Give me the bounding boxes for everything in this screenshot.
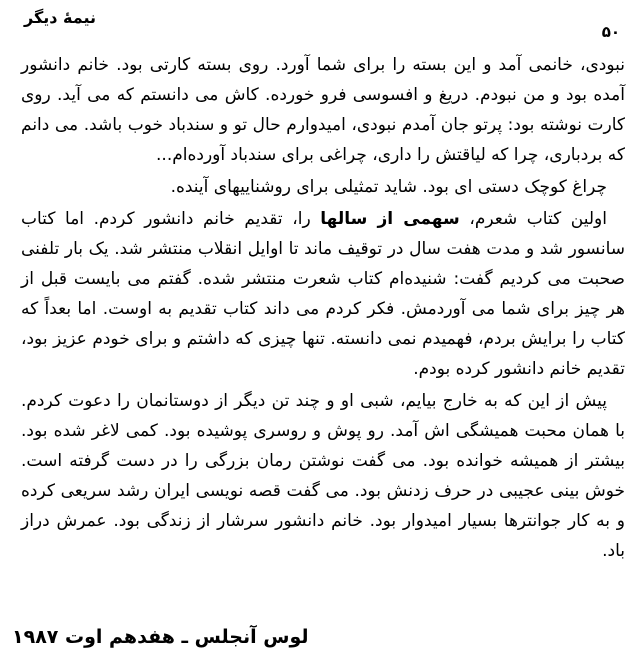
paragraph-text: چراغ کوچک دستی ای بود. شاید تمثیلی برای روشناییهای آینده. <box>170 177 607 197</box>
paragraph-text: را، تقدیم خانم دانشور کردم. اما کتاب سانسور شد و مدت هفت سال در توقیف ماند تا اوایل انقلاب منتشر شد. یک بار تلفنی صحبت می کردیم گفت: شنیده‌ام کتاب شعرت منتشر شده. گفتم می بایست قبل از هر چیز برای شما می آوردمش. فکر کردم می داند کتاب تقدیم به اوست. اما بعداً که کتاب را برایش بردم، فهمیدم نمی دانسته. تنها چیزی که داشتم و برای خودم عزیز بود، تقدیم خانم دانشور کرده بودم. <box>21 209 625 379</box>
book-title-bold: سهمی از سالها <box>320 209 460 229</box>
paragraph <box>21 204 625 384</box>
body-text <box>21 50 625 568</box>
paragraph-text: نبودی، خانمی آمد و این بسته را برای شما آورد. روی بسته کارتی بود. خانم دانشور آمده بود و من نبودم. دریغ و افسوسی فرو خورده. کاش می دانستم که می آید. روی کارت نوشته بود: پرتو جان آمدم نبودی، امیدوارم حال تو و سندباد خوب باشد. می دانم که بردباری، چرا که لیاقتش را داری، چراغی برای سندباد آورده‌ام... <box>21 55 625 165</box>
paragraph <box>21 386 625 566</box>
paragraph-text: پیش از این که به خارج بیایم، شبی او و چند تن دیگر از دوستانمان را دعوت کردم. با همان محبت همیشگی اش آمد. رو پوش و روسری پوشیده بود. کمی لاغر شده بود. بیشتر از همیشه خوانده بود. می گفت نوشتن رمان بزرگی را در دست گرفته است. خوش بینی عجیبی در حرف زدنش بود. می گفت قصه نویسی ایران رشد سریعی کرده و به کار جوانترها بسیار امیدوار بود. خانم دانشور سرشار از زندگی بود. عمرش دراز باد. <box>21 391 625 561</box>
paragraph-text: اولین کتاب شعرم، <box>459 209 607 229</box>
footer-dateline: لوس آنجلس ـ هفدهم اوت ۱۹۸۷ <box>12 626 309 648</box>
running-head-title: نیمۀ دیگر <box>24 8 97 27</box>
paragraph <box>21 172 625 202</box>
page-number: ۵۰ <box>601 23 620 41</box>
paragraph <box>21 50 625 170</box>
